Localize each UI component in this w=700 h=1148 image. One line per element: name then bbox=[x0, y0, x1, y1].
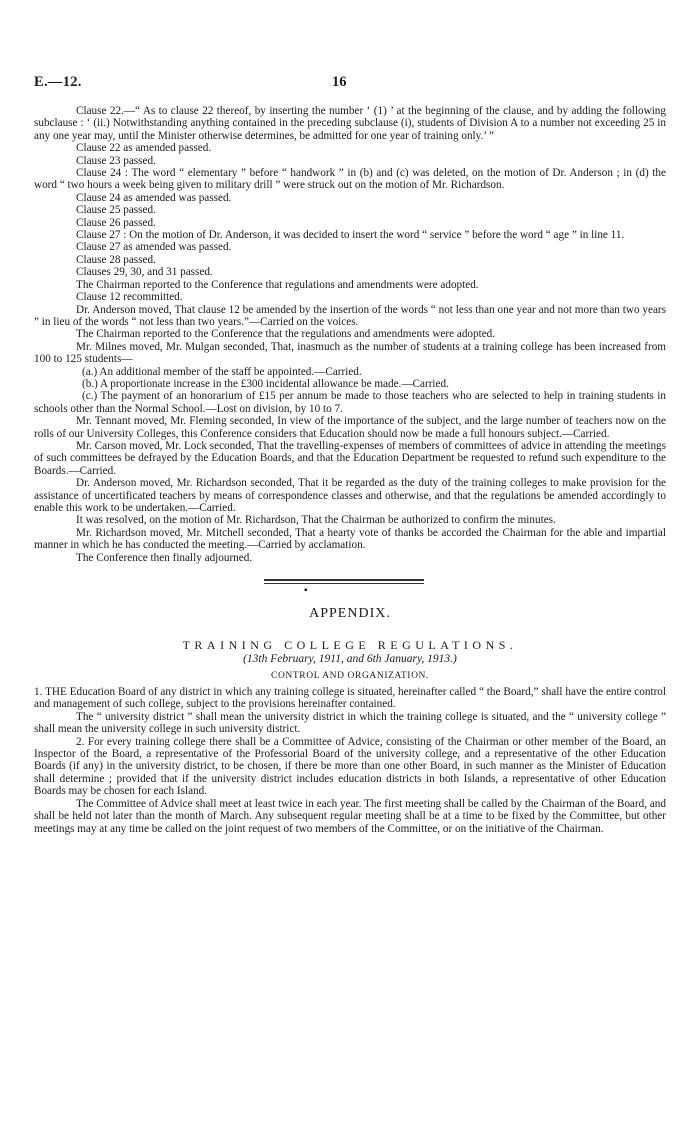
paragraph: Clause 22.—“ As to clause 22 thereof, by inserting the number ‘ (1) ’ at the beginning of the clause, and by adding the following subclause : ‘ (ii.) Notwithstanding anything contained in the preceding subclause (i), students of Division A to a number not exceeding 25 in any one year may, until the Minister otherwise determines, be admitted for one year of training only.’ ” bbox=[34, 105, 666, 142]
regulations-title: TRAINING COLLEGE REGULATIONS. bbox=[182, 638, 518, 653]
regulation-paragraph: The “ university district ” shall mean the university district in which the training college is situated, and the “ university college ” shall mean the university college in such university district. bbox=[34, 710, 666, 736]
paragraph: Clause 27 as amended was passed. bbox=[76, 241, 232, 254]
sub-item: (c.) The payment of an honorarium of £15 per annum be made to those teachers who are selected to help in training students in schools other than the Normal School.—Lost on division, by 10 to 7. bbox=[34, 390, 666, 415]
paragraph: Clause 27 : On the motion of Dr. Anderson, it was decided to insert the word “ service ” before the word “ age ” in line 11. bbox=[76, 229, 625, 242]
paragraph: Mr. Richardson moved, Mr. Mitchell seconded, That a hearty vote of thanks be accorded the Chairman for the able and impartial manner in which he has conducted the meeting.—Carried by acclamation. bbox=[34, 526, 666, 552]
sub-item: (a.) An additional member of the staff be appointed.—Carried. bbox=[82, 365, 362, 378]
paragraph: Dr. Anderson moved, That clause 12 be amended by the insertion of the words “ not less than one year and not more than two years ” in lieu of the words “ not less than two years.”—Carried on the voices. bbox=[34, 303, 666, 328]
page-body bbox=[34, 105, 666, 835]
divider-rule bbox=[264, 583, 424, 584]
paragraph: Clause 22 as amended passed. bbox=[76, 142, 212, 155]
paragraph: Clause 24 : The word “ elementary ” before “ handwork ” in (b) and (c) was deleted, on the motion of Dr. Anderson ; in (d) the word “ two hours a week being given to military drill ” were struck out on the motion of Mr. Richardson. bbox=[34, 167, 666, 192]
page-number: 16 bbox=[332, 74, 347, 90]
paragraph: Mr. Tennant moved, Mr. Fleming seconded, In view of the importance of the subject, and the large number of teachers now on the rolls of our University Colleges, this Conference considers that Education should now be made a full honours subject.—Carried. bbox=[34, 415, 666, 440]
paragraph: Clause 28 passed. bbox=[76, 253, 156, 266]
regulation-paragraph: 2. For every training college there shall be a Committee of Advice, consisting of the Chairman or other member of the Board, an Inspector of the Board, a representative of the Professorial Board of the university college, and a representative of the other Education Boards (if any) in the university district, to be chosen, if there be more than one other Board, in such manner as the Minister of Education shall determine ; provided that if the university district includes education districts in both Islands, a representative of other Education Boards may be chosen for each Island. bbox=[34, 735, 666, 798]
section-divider bbox=[264, 579, 424, 584]
page-header bbox=[34, 74, 666, 94]
paragraph: Clause 23 passed. bbox=[76, 154, 156, 167]
document-reference: E.—12. bbox=[34, 74, 82, 90]
paragraph: Mr. Carson moved, Mr. Lock seconded, That the travelling-expenses of members of committees of advice in attending the meetings of such committees be defrayed by the Education Boards, and that the Education Department be requested to refund such expenditure to the Boards.—Carried. bbox=[34, 439, 666, 477]
paragraph: Dr. Anderson moved, Mr. Richardson seconded, That it be regarded as the duty of the training colleges to make provision for the assistance of uncertificated teachers by means of correspondence classes and otherwise, and that the regulations be amended accordingly to enable this work to be undertaken.—Carried. bbox=[34, 477, 666, 514]
paragraph: Clause 12 recommitted. bbox=[76, 291, 183, 304]
paragraph: The Chairman reported to the Conference that regulations and amendments were adopted. bbox=[76, 278, 479, 291]
regulation-paragraph: 1. THE Education Board of any district in which any training college is situated, hereinafter called “ the Board,” shall have the entire control and management of such college, subject to the provisions hereinafter contained. bbox=[34, 686, 666, 711]
appendix-title: APPENDIX. bbox=[309, 606, 391, 622]
sub-item: (b.) A proportionate increase in the £300 incidental allowance be made.—Carried. bbox=[82, 377, 449, 390]
paragraph: The Chairman reported to the Conference that the regulations and amendments were adopted. bbox=[76, 328, 496, 341]
section-heading: CONTROL AND ORGANIZATION. bbox=[271, 671, 429, 682]
regulations-dates: (13th February, 1911, and 6th January, 1913.) bbox=[243, 653, 457, 666]
divider-ornament: ▪ bbox=[304, 585, 308, 597]
paragraph: Clauses 29, 30, and 31 passed. bbox=[76, 266, 213, 279]
paragraph: Mr. Milnes moved, Mr. Mulgan seconded, That, inasmuch as the number of students at a training college has been increased from 100 to 125 students— bbox=[34, 340, 666, 366]
paragraph: The Conference then finally adjourned. bbox=[76, 551, 253, 564]
paragraph: Clause 24 as amended was passed. bbox=[76, 191, 232, 204]
paragraph: Clause 25 passed. bbox=[76, 204, 156, 217]
paragraph: It was resolved, on the motion of Mr. Richardson, That the Chairman be authorized to confirm the minutes. bbox=[76, 514, 556, 527]
divider-rule bbox=[264, 579, 424, 581]
regulation-paragraph: The Committee of Advice shall meet at least twice in each year. The first meeting shall be called by the Chairman of the Board, and shall be held not later than the month of March. Any subsequent regular meeting shall be at a time to be fixed by the Committee, but other meetings may at any time be called on the joint request of two members of the Committee, or on the initiative of the Chairman. bbox=[34, 797, 666, 835]
paragraph: Clause 26 passed. bbox=[76, 216, 156, 229]
